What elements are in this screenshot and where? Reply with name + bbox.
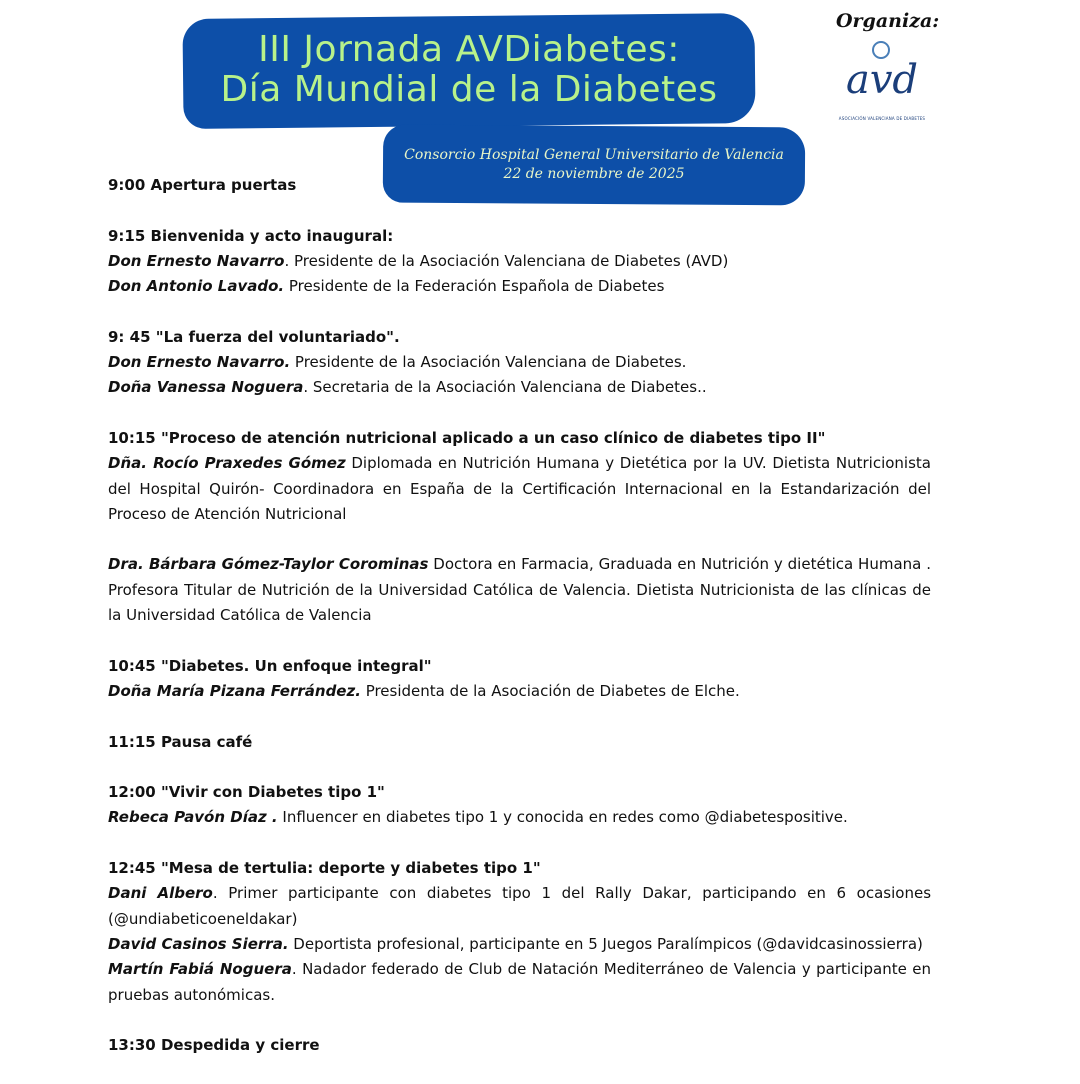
speaker-description: . Secretaria de la Asociación Valenciana de Diabetes.. xyxy=(303,378,707,397)
speaker-name: Rebeca Pavón Díaz . xyxy=(108,808,278,827)
speaker-description: Deportista profesional, participante en 5 Juegos Paralímpicos (@davidcasinossierra) xyxy=(288,934,923,953)
speaker-description: . Nadador federado de Club de Natación Mediterráneo de Valencia y participante en pruebas autonómicas. xyxy=(108,960,932,1004)
speaker-entry xyxy=(108,451,931,527)
session-heading: 12:00 "Vivir con Diabetes tipo 1" xyxy=(108,783,385,802)
session-heading: 9: 45 "La fuerza del voluntariado". xyxy=(108,327,400,346)
speaker-description: . Primer participante con diabetes tipo 1 del Rally Dakar, participando en 6 ocasiones (@undiabeticoeneldakar) xyxy=(108,884,932,928)
avd-logo: avd xyxy=(845,57,919,103)
session-heading: 11:15 Pausa café xyxy=(108,732,253,751)
session-heading: 9:15 Bienvenida y acto inaugural: xyxy=(108,226,394,245)
schedule-block xyxy=(108,780,931,831)
speaker-entry xyxy=(108,881,931,932)
speaker-name: Don Ernesto Navarro xyxy=(108,251,285,270)
speaker-description: Diplomada en Nutrición Humana y Dietética por la UV. Dietista Nutricionista del Hospital Quirón- Coordinadora en España de la Certificación Internacional en la Estandarización del Proceso de Atención Nutricional xyxy=(108,454,931,523)
logo-caption: ASOCIACIÓN VALENCIANA DE DIABETES xyxy=(838,116,926,121)
event-title xyxy=(183,30,755,110)
organizer-label: Organiza: xyxy=(836,10,940,32)
schedule-block xyxy=(108,325,931,401)
speaker-entry xyxy=(108,249,931,274)
speaker-description: Presidente de la Federación Española de Diabetes xyxy=(284,277,665,296)
session-heading: 13:30 Despedida y cierre xyxy=(108,1036,320,1055)
schedule-block xyxy=(108,426,931,527)
program-schedule xyxy=(108,173,931,1084)
speaker-description: . Presidente de la Asociación Valenciana de Diabetes (AVD) xyxy=(284,251,729,270)
speaker-name: Dani Albero xyxy=(108,884,213,903)
speaker-name: Dra. Bárbara Gómez-Taylor Corominas xyxy=(108,555,429,574)
speaker-entry xyxy=(108,957,931,1008)
speaker-name: Don Antonio Lavado. xyxy=(108,277,285,296)
speaker-description: Presidente de la Asociación Valenciana de Diabetes. xyxy=(290,353,687,372)
speaker-entry xyxy=(108,805,931,830)
speaker-description: Presidenta de la Asociación de Diabetes de Elche. xyxy=(360,681,740,700)
title-line-2: Día Mundial de la Diabetes xyxy=(220,69,718,110)
title-line-1: III Jornada AVDiabetes: xyxy=(258,29,680,70)
venue-name: Consorcio Hospital General Universitario de Valencia xyxy=(404,147,784,163)
event-date: 22 de noviembre de 2025 xyxy=(503,166,685,182)
schedule-block xyxy=(108,552,931,628)
schedule-block xyxy=(108,654,931,705)
speaker-name: Dña. Rocío Praxedes Gómez xyxy=(108,454,346,473)
speaker-entry xyxy=(108,274,931,299)
speaker-name: Martín Fabiá Noguera xyxy=(108,960,292,979)
speaker-entry xyxy=(108,552,931,628)
speaker-entry xyxy=(108,350,931,375)
schedule-block xyxy=(108,856,931,1008)
session-heading: 9:00 Apertura puertas xyxy=(108,176,297,194)
speaker-name: Doña María Pizana Ferrández. xyxy=(108,681,361,700)
speaker-name: Doña Vanessa Noguera xyxy=(108,378,304,397)
speaker-name: Don Ernesto Navarro. xyxy=(108,353,291,372)
session-heading: 12:45 "Mesa de tertulia: deporte y diabetes tipo 1" xyxy=(108,859,541,878)
schedule-block xyxy=(108,1033,931,1058)
speaker-entry xyxy=(108,375,931,400)
speaker-entry xyxy=(108,932,931,957)
session-heading: 10:15 "Proceso de atención nutricional aplicado a un caso clínico de diabetes tipo II" xyxy=(108,428,826,447)
speaker-entry xyxy=(108,679,931,704)
schedule-block xyxy=(108,224,931,300)
speaker-description: Doctora en Farmacia, Graduada en Nutrición y dietética Humana . Profesora Titular de Nutrición de la Universidad Católica de Valencia. Dietista Nutricionista de las clínicas de la Universidad Católica de Valencia xyxy=(108,555,931,625)
speaker-name: David Casinos Sierra. xyxy=(108,934,289,953)
schedule-block xyxy=(108,173,931,198)
schedule-block xyxy=(108,730,931,755)
session-heading: 10:45 "Diabetes. Un enfoque integral" xyxy=(108,656,432,675)
speaker-description: Influencer en diabetes tipo 1 y conocida en redes como @diabetespositive. xyxy=(277,808,848,827)
